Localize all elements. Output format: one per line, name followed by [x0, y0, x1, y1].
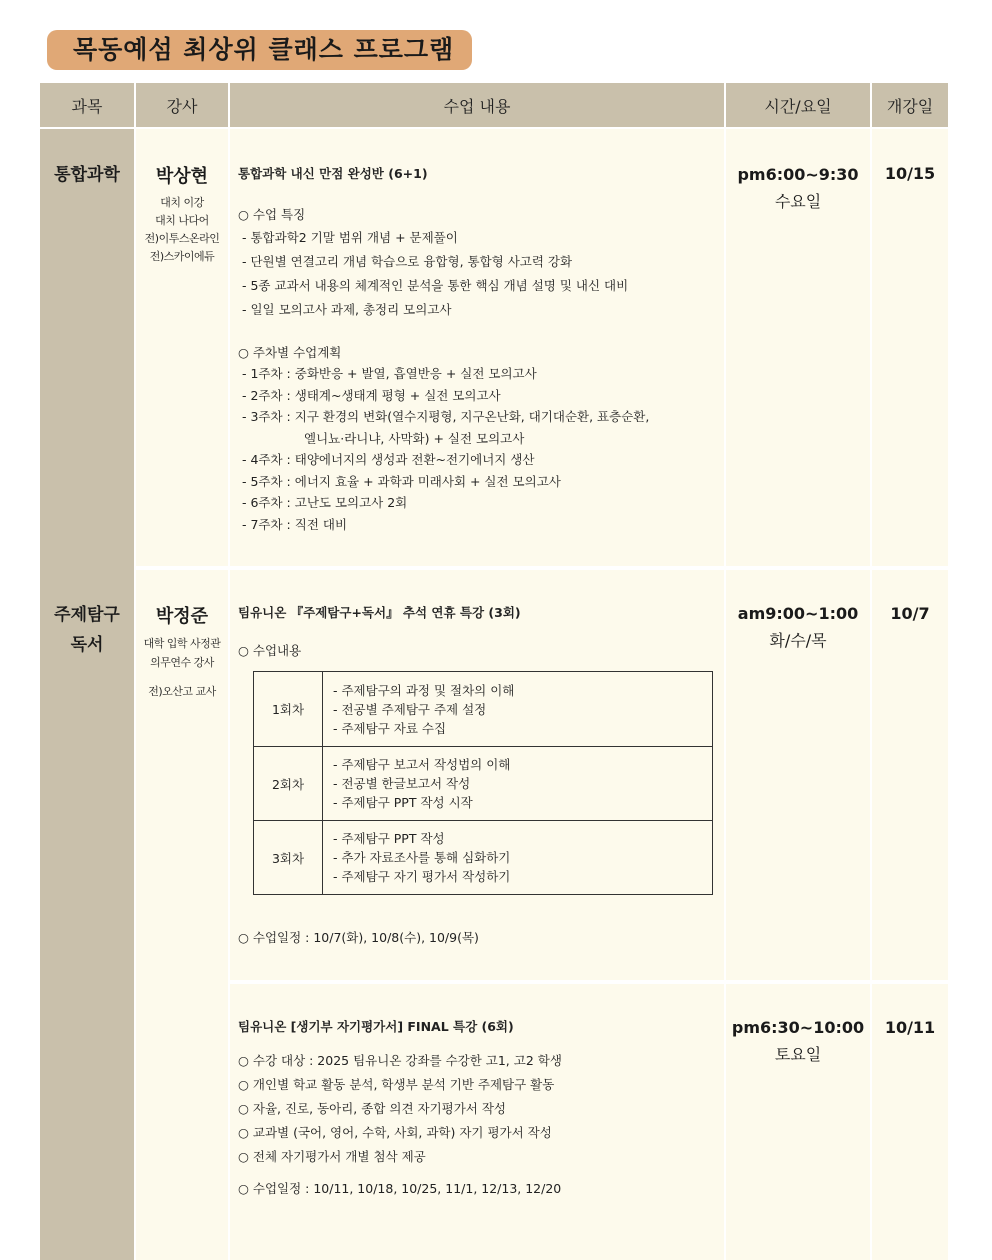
course-content-1 — [238, 164, 718, 535]
session-table — [253, 671, 713, 895]
teacher-credential: 전)이투스온라인 — [144, 232, 220, 245]
plan-item: - 5주차 : 에너지 효율 + 과학과 미래사회 + 실전 모의고사 — [242, 473, 561, 489]
header-open: 개강일 — [872, 83, 948, 127]
plan-item: - 7주차 : 직전 대비 — [242, 516, 348, 532]
teacher-credential: 대치 나다어 — [155, 214, 209, 227]
session-items — [323, 821, 713, 895]
open-column-bg-1 — [872, 129, 948, 566]
session-number: 1회차 — [254, 672, 323, 747]
teacher-credential: 의무연수 강사 — [150, 656, 214, 669]
session-item: - 주제탐구의 과정 및 절차의 이해 — [333, 682, 515, 698]
open-column-bg-2 — [872, 570, 948, 980]
session-item: - 주제탐구 자기 평가서 작성하기 — [333, 869, 511, 884]
class-day: 수요일 — [774, 192, 822, 211]
course-content-2 — [238, 603, 718, 661]
plan-item-continued: 엘니뇨·라니냐, 사막화) + 실전 모의고사 — [304, 430, 525, 446]
session-item: - 주제탐구 PPT 작성 — [333, 831, 445, 846]
table-row — [254, 672, 713, 747]
time-range: pm6:30~10:00 — [731, 1018, 865, 1037]
feature-item: - 단원별 연결고리 개념 학습으로 융합형, 통합형 사고력 강화 — [242, 254, 573, 269]
table-row — [254, 747, 713, 821]
teacher-credential: 대학 입학 사정관 — [143, 637, 221, 650]
class-time-3 — [726, 1014, 870, 1068]
feature-item: - 5종 교과서 내용의 체계적인 분석을 통한 핵심 개념 설명 및 내신 대비 — [242, 278, 629, 293]
plan-item: - 2주차 : 생태계~생태계 평형 + 실전 모의고사 — [242, 387, 501, 403]
class-schedule: ○ 수업일정 : 10/11, 10/18, 10/25, 11/1, 12/13, 12/20 — [238, 1181, 562, 1196]
teacher-credential: 전)오산고 교사 — [148, 685, 216, 698]
course-bullet: ○ 자율, 진로, 동아리, 종합 의견 자기평가서 작성 — [238, 1101, 506, 1116]
course-title: 통합과학 내신 만점 완성반 (6+1) — [238, 166, 428, 181]
plan-heading: ○ 주차별 수업계획 — [238, 345, 342, 360]
open-date-2: 10/7 — [890, 604, 930, 623]
plan-item: - 3주차 : 지구 환경의 변화(열수지평형, 지구온난화, 대기대순환, 표층순환, — [242, 409, 650, 424]
session-item: - 전공별 한글보고서 작성 — [333, 776, 471, 791]
header-time: 시간/요일 — [726, 83, 870, 127]
session-item: - 추가 자료조사를 통해 심화하기 — [333, 850, 511, 865]
course-bullet: ○ 수강 대상 : 2025 팀유니온 강좌를 수강한 고1, 고2 학생 — [238, 1053, 562, 1068]
class-day: 토요일 — [774, 1045, 822, 1064]
open-date-1: 10/15 — [884, 164, 936, 183]
teacher-block-1 — [136, 162, 228, 266]
teacher-block-2 — [136, 602, 228, 701]
subject-column-bg — [40, 129, 134, 1260]
session-item: - 주제탐구 PPT 작성 시작 — [333, 795, 473, 810]
course-bullet: ○ 전체 자기평가서 개별 첨삭 제공 — [238, 1149, 426, 1164]
header-teacher: 강사 — [136, 83, 228, 127]
session-item: - 주제탐구 자료 수집 — [333, 720, 447, 736]
course-content-3 — [238, 1017, 718, 1201]
time-range: pm6:00~9:30 — [737, 165, 859, 184]
header-content: 수업 내용 — [230, 83, 724, 127]
course-title: 팀유니온 [생기부 자기평가서] FINAL 특강 (6회) — [238, 1019, 514, 1034]
course-bullet: ○ 개인별 학교 활동 분석, 학생부 분석 기반 주제탐구 활동 — [238, 1077, 555, 1092]
course-bullet: ○ 교과별 (국어, 영어, 수학, 사회, 과학) 자기 평가서 작성 — [238, 1125, 552, 1140]
session-number: 3회차 — [254, 821, 323, 895]
subject-line: 주제탐구 — [54, 605, 120, 625]
class-day: 화/수/목 — [769, 631, 827, 650]
table-row — [254, 821, 713, 895]
class-schedule: ○ 수업일정 : 10/7(화), 10/8(수), 10/9(목) — [238, 930, 479, 945]
teacher-credential: 전)스카이에듀 — [149, 250, 215, 263]
subject-line: 독서 — [70, 635, 104, 655]
session-item: - 주제탐구 보고서 작성법의 이해 — [333, 757, 511, 772]
session-items — [323, 747, 713, 821]
content-heading: ○ 수업내용 — [238, 643, 302, 658]
feature-heading: ○ 수업 특징 — [238, 207, 306, 222]
plan-item: - 6주차 : 고난도 모의고사 2회 — [242, 495, 408, 510]
class-time-1 — [726, 161, 870, 215]
subject-integrated-science: 통합과학 — [54, 165, 120, 185]
header-subject: 과목 — [40, 83, 134, 127]
session-item: - 전공별 주제탐구 주제 설정 — [333, 701, 487, 717]
teacher-credential: 대치 이강 — [160, 196, 204, 209]
plan-item: - 4주차 : 태양에너지의 생성과 전환~전기에너지 생산 — [242, 452, 535, 467]
session-items — [323, 672, 713, 747]
session-number: 2회차 — [254, 747, 323, 821]
class-time-2 — [726, 600, 870, 654]
time-range: am9:00~1:00 — [737, 604, 859, 623]
feature-item: - 통합과학2 기말 범위 개념 + 문제풀이 — [242, 230, 458, 245]
feature-item: - 일일 모의고사 과제, 총정리 모의고사 — [242, 302, 452, 317]
open-date-3: 10/11 — [884, 1018, 936, 1037]
plan-item: - 1주차 : 중화반응 + 발열, 흡열반응 + 실전 모의고사 — [242, 366, 537, 381]
course-title: 팀유니온 『주제탐구+독서』 추석 연휴 특강 (3회) — [238, 605, 521, 620]
page-title: 목동예섬 최상위 클래스 프로그램 — [47, 30, 472, 70]
teacher-name: 박정준 — [155, 606, 209, 627]
teacher-name: 박상현 — [155, 166, 209, 187]
schedule-2 — [238, 928, 718, 946]
subject-topic-research — [40, 600, 134, 660]
